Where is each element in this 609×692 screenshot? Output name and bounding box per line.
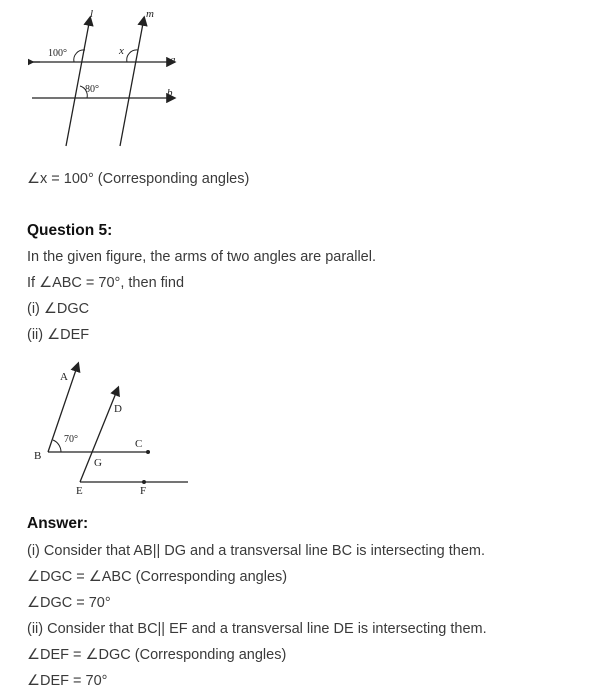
- label-F: F: [140, 485, 147, 497]
- answer-5-line-4: (ii) Consider that BC|| EF and a transversal line DE is intersecting them.: [27, 621, 487, 637]
- label-100: 100°: [48, 48, 67, 59]
- label-m: m: [146, 8, 154, 20]
- line-m: [120, 18, 144, 146]
- question-5-line-2: If ∠ABC = 70°, then find: [27, 275, 185, 291]
- question-5-heading: Question 5:: [27, 222, 113, 239]
- line-l: [66, 18, 90, 146]
- answer-5-line-1: (i) Consider that AB|| DG and a transversal line BC is intersecting them.: [27, 543, 486, 559]
- label-A: A: [60, 371, 68, 383]
- answer-5-heading: Answer:: [27, 515, 89, 532]
- figure-1-svg: [28, 4, 198, 154]
- figure-2-svg: [28, 356, 198, 502]
- label-D: D: [114, 403, 122, 415]
- answer-5-line-5: ∠DEF = ∠DGC (Corresponding angles): [27, 647, 287, 663]
- question-5-line-4: (ii) ∠DEF: [27, 327, 90, 343]
- parallel-lines-figure-1: [28, 4, 198, 154]
- label-E: E: [76, 485, 83, 497]
- label-G: G: [94, 457, 102, 469]
- angle-arc-70: [53, 440, 61, 452]
- question-5-line-1: In the given figure, the arms of two angles are parallel.: [27, 249, 376, 265]
- label-80: 80°: [85, 84, 99, 95]
- label-x: x: [119, 45, 124, 57]
- answer-5-line-3: ∠DGC = 70°: [27, 595, 111, 611]
- label-70: 70°: [64, 434, 78, 445]
- answer-4-text: ∠x = 100° (Corresponding angles): [27, 171, 250, 187]
- label-B: B: [34, 450, 42, 462]
- label-b: b: [167, 87, 173, 99]
- label-a: a: [170, 54, 176, 66]
- label-C: C: [135, 438, 143, 450]
- label-l: l: [90, 8, 94, 20]
- answer-5-line-2: ∠DGC = ∠ABC (Corresponding angles): [27, 569, 288, 585]
- answer-5-line-6: ∠DEF = 70°: [27, 673, 108, 689]
- question-5-line-3: (i) ∠DGC: [27, 301, 90, 317]
- parallel-arms-figure-2: [28, 356, 198, 502]
